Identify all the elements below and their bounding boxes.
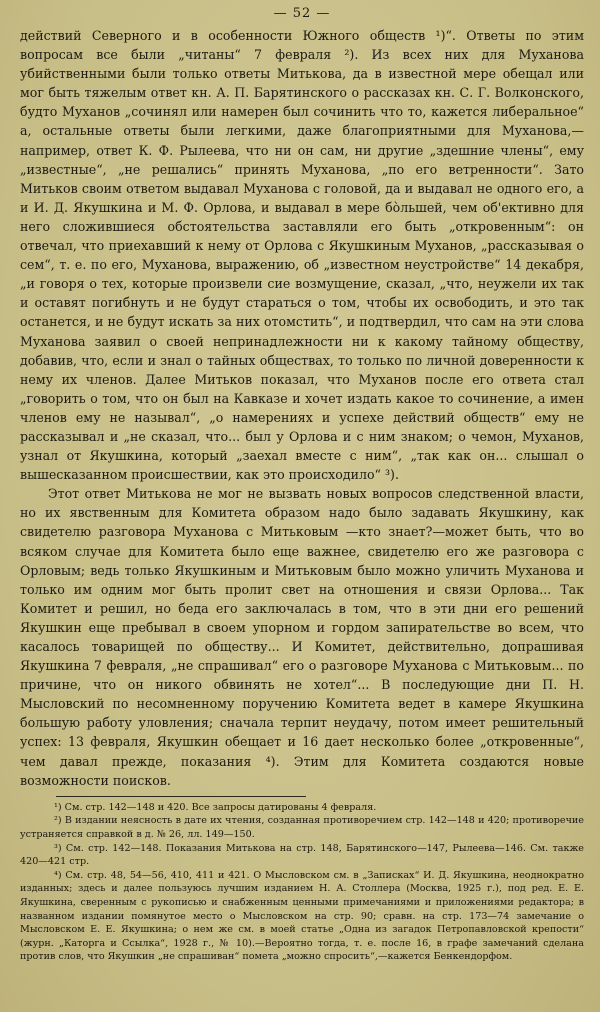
main-text — [20, 26, 584, 790]
paragraph-2: Этот ответ Митькова не мог не вызвать новых вопросов следственной власти, но их явственным для Комитета образом надо было задавать Якушкину, как свидетелю разговора Муханова с Митьковым —кто знает?—может быть, что во всяком случае для Комитета было еще важнее, свидетелю его же разговора с Орловым; ведь только Якушкиным и Митьковым было можно уличить Муханова и только им одним мог быть пролит свет на отношения и связи Орлова... Так Комитет и решил, но беда его заключалась в том, что в эти дни его решений Якушкин еще пребывал в своем упорном и гордом запирательстве во всем, что касалось товарищей по обществу... И Комитет, действительно, допрашивая Якушкина 7 февраля, „не спрашивал“ его о разговоре Муханова с Митьковым... по причине, что он никого обвинять не хотел“... В последующие дни П. Н. Мысловский по несомненному поручению Комитета ведет в камере Якушкина большую работу уловления; сначала терпит неудачу, потом имеет решительный успех: 13 февраля, Якушкин обещает и 16 дает несколько более „откровенные“, чем давал прежде, показания ⁴). Этим для Комитета создаются новые возможности поисков. — [20, 486, 584, 788]
page-number: — 52 — — [273, 6, 331, 21]
footnotes — [20, 801, 584, 964]
footnote-2: ²) В издании неясность в дате их чтения, созданная противоречием стр. 142—148 и 420; противоречие устраняется справкой в д. № 26, лл. 149—150. — [20, 815, 584, 840]
paragraph-1: действий Северного и в особенности Южного обществ ¹)“. Ответы по этим вопросам все были „читаны“ 7 февраля ²). Из всех них для Муханова убийственными были только ответы Митькова, да в известной мере обещал или мог быть тяжелым ответ кн. А. П. Барятинского о рассказах кн. С. Г. Волконского, будто Муханов „сочинял или намерен был сочинить что то, кажется либеральное“ а, остальные ответы были легкими, даже благоприятными для Муханова,—например, ответ К. Ф. Рылеева, что ни он сам, ни другие „здешние члены“, ему „известные“, „не решались“ принять Муханова, „по его ветренности“. Зато Митьков своим ответом выдавал Муханова с головой, да и выдавал не одного его, а и И. Д. Якушкина и М. Ф. Орлова, и выдавал в мере бо̀льшей, чем об'ективно для него сложившиеся обстоятельства заставляли его быть „откровенным“: он отвечал, что приехавший к нему от Орлова с Якушкиным Муханов, „рассказывая о сем“, т. е. по его, Муханова, выражению, об „известном неустройстве“ 14 декабря, „и говоря о тех, которые произвели сие возмущение, сказал, „что, неужели их так и оставят погибнуть и не будут стараться о том, чтобы их освободить, и это так останется, и не будут искать за них отомстить“, и подтвердил, что сам на эти слова Муханова заявил о своей непринадлежности ни к какому тайному обществу, добавив, что, если и знал о тайных обществах, то только по личной доверенности к нему их членов. Далее Митьков показал, что Муханов после его ответа стал „говорить о том, что он был на Кавказе и хочет издать какое то сочинение, а имен членов ему не называл“, „о намерениях и успехе действий обществ“ ему не рассказывал и „не сказал, что... был у Орлова и с ним знаком; о чемон, Муханов, узнал от Якушкина, который „заехал вместе с ним“, „так как он... слышал о вышесказанном происшествии, как это происходило“ ³). — [20, 28, 584, 483]
footnote-1: ¹) См. стр. 142—148 и 420. Все запросы датированы 4 февраля. — [54, 801, 377, 813]
footnote-4: ⁴) См. стр. 48, 54—56, 410, 411 и 421. О Мысловском см. в „Записках“ И. Д. Якушкина, неоднократно изданных; здесь и далее пользуюсь лучшим изданием Н. А. Столлера (Москва, 1925 г.), под ред. Е. Е. Якушкина, сверенным с рукописью и снабженным ценными примечаниями и приложениями редактора; в названном издании помянутое место о Мысловском на стр. 90; сравн. на стр. 173—74 замечание о Мысловском Е. Е. Якушкина; о нем же см. в моей статье „Одна из загадок Петропавловской крепости“ (журн. „Каторга и Ссылка“, 1928 г., № 10).—Вероятно тогда, т. е. после 16, в графе замечаний сделана против слов, что Якушкин „не спрашиван“ помета „можно спросить“,—кажется Бенкендорфом. — [20, 869, 584, 963]
footnote-divider — [56, 796, 306, 797]
footnote-3: ³) См. стр. 142—148. Показания Митькова на стр. 148, Барятинского—147, Рылеева—146. См. также 420—421 стр. — [20, 842, 584, 868]
